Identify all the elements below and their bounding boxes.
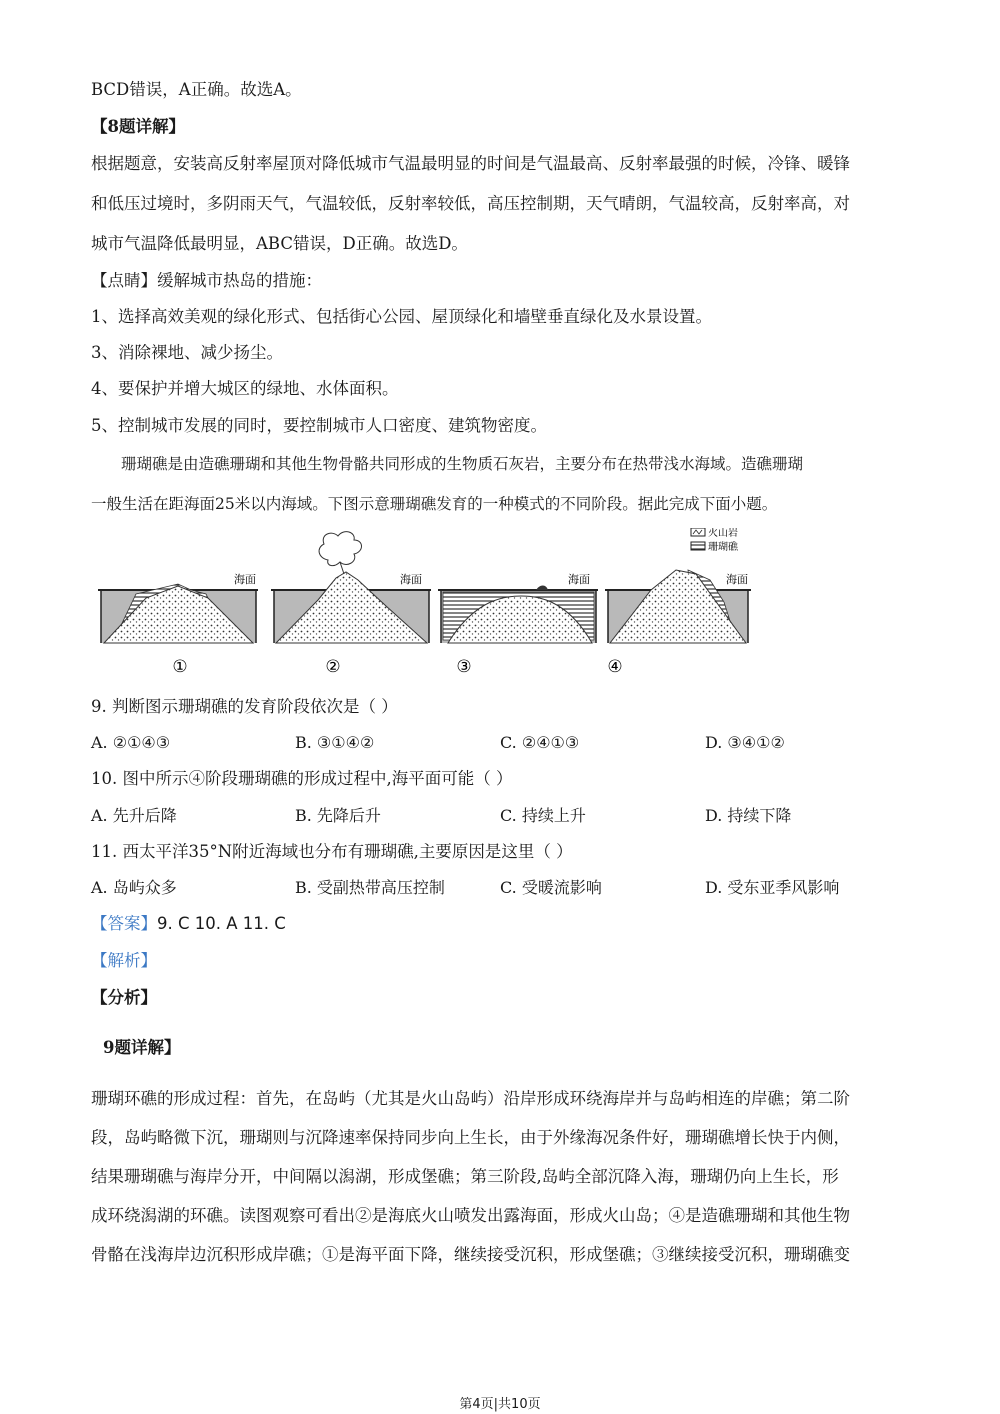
answer-text: 9. C 10. A 11. C — [157, 914, 286, 933]
answer-line — [91, 912, 286, 936]
svg-text:②: ② — [325, 657, 341, 677]
tip-heading: 【点睛】缓解城市热岛的措施： — [91, 271, 322, 290]
svg-text:③: ③ — [456, 657, 472, 677]
text-line: 和低压过境时，多阴雨天气，气温较低，反射率较低，高压控制期，天气晴朗，气温较高，反射率高，对 — [91, 194, 850, 213]
q10-option-a[interactable]: A. 先升后降 — [91, 806, 177, 825]
stage-1-panel — [98, 572, 258, 677]
q11-option-b[interactable]: B. 受副热带高压控制 — [295, 878, 445, 897]
stage-3-panel — [438, 572, 598, 677]
svg-text:海面: 海面 — [234, 573, 256, 586]
explanation-line: 成环绕潟湖的环礁。读图观察可看出②是海底火山喷发出露海面，形成火山岛；④是造礁珊瑚和其他生物 — [91, 1206, 850, 1225]
svg-text:海面: 海面 — [726, 573, 748, 586]
passage-line: 一般生活在距海面25米以内海域。下图示意珊瑚礁发育的一种模式的不同阶段。据此完成下面小题。 — [91, 495, 778, 513]
text-line: 5、控制城市发展的同时，要控制城市人口密度、建筑物密度。 — [91, 416, 547, 435]
svg-text:海面: 海面 — [400, 573, 422, 586]
q9-option-c[interactable]: C. ②④①③ — [500, 733, 580, 752]
svg-text:海面: 海面 — [568, 573, 590, 586]
question-10-stem: 10. 图中所示④阶段珊瑚礁的形成过程中,海平面可能（ ） — [91, 769, 513, 788]
explanation-line: 段，岛屿略微下沉，珊瑚则与沉降速率保持同步向上生长，由于外缘海况条件好，珊瑚礁增长快于内侧， — [91, 1128, 850, 1147]
svg-text:①: ① — [172, 657, 188, 677]
stage-2-panel — [271, 532, 431, 677]
question-11-stem: 11. 西太平洋35°N附近海域也分布有珊瑚礁,主要原因是这里（ ） — [91, 842, 573, 861]
explanation-line: 珊瑚环礁的形成过程：首先，在岛屿（尤其是火山岛屿）沿岸形成环绕海岸并与岛屿相连的岸礁；第二阶 — [91, 1089, 850, 1108]
detail-9-heading: 9题详解】 — [103, 1038, 181, 1057]
q9-option-d[interactable]: D. ③④①② — [705, 733, 785, 752]
q11-option-a[interactable]: A. 岛屿众多 — [91, 878, 177, 897]
text-line: 3、消除裸地、减少扬尘。 — [91, 343, 283, 362]
explanation-line: 骨骼在浅海岸边沉积形成岸礁；①是海平面下降，继续接受沉积，形成堡礁；③继续接受沉积，珊瑚礁变 — [91, 1245, 850, 1264]
stage-4-panel — [605, 570, 751, 677]
svg-text:④: ④ — [607, 657, 623, 677]
text-line: 4、要保护并增大城区的绿地、水体面积。 — [91, 379, 399, 398]
q9-option-a[interactable]: A. ②①④③ — [91, 733, 171, 752]
page-footer: 第4页|共10页 — [459, 1397, 541, 1412]
q10-option-b[interactable]: B. 先降后升 — [295, 806, 381, 825]
fenxi-label: 【分析】 — [91, 988, 157, 1007]
text-line: 根据题意，安装高反射率屋顶对降低城市气温最明显的时间是气温最高、反射率最强的时候，冷锋、暖锋 — [91, 154, 850, 173]
coral-reef-diagram — [96, 528, 766, 684]
text-line: 1、选择高效美观的绿化形式、包括街心公园、屋顶绿化和墙壁垂直绿化及水景设置。 — [91, 307, 712, 326]
text-line: 城市气温降低最明显，ABC错误，D正确。故选D。 — [91, 234, 468, 253]
legend-volcanic: 火山岩 — [708, 528, 738, 539]
section-heading: 【8题详解】 — [91, 117, 185, 136]
text-line: BCD错误，A正确。故选A。 — [91, 80, 302, 99]
question-9-stem: 9. 判断图示珊瑚礁的发育阶段依次是（ ） — [91, 697, 398, 716]
analysis-label: 【解析】 — [91, 951, 157, 970]
q10-option-c[interactable]: C. 持续上升 — [500, 806, 586, 825]
q11-option-d[interactable]: D. 受东亚季风影响 — [705, 878, 840, 897]
answer-label: 【答案】 — [91, 914, 157, 933]
passage-line: 珊瑚礁是由造礁珊瑚和其他生物骨骼共同形成的生物质石灰岩，主要分布在热带浅水海域。造礁珊瑚 — [121, 455, 804, 473]
explanation-line: 结果珊瑚礁与海岸分开，中间隔以潟湖，形成堡礁；第三阶段,岛屿全部沉降入海，珊瑚仍向上生长，形 — [91, 1167, 839, 1186]
q10-option-d[interactable]: D. 持续下降 — [705, 806, 792, 825]
q11-option-c[interactable]: C. 受暖流影响 — [500, 878, 602, 897]
q9-option-b[interactable]: B. ③①④② — [295, 733, 375, 752]
legend-coral: 珊瑚礁 — [708, 542, 738, 553]
legend-coral-swatch — [691, 542, 705, 550]
coral-reef-figure — [96, 528, 766, 684]
